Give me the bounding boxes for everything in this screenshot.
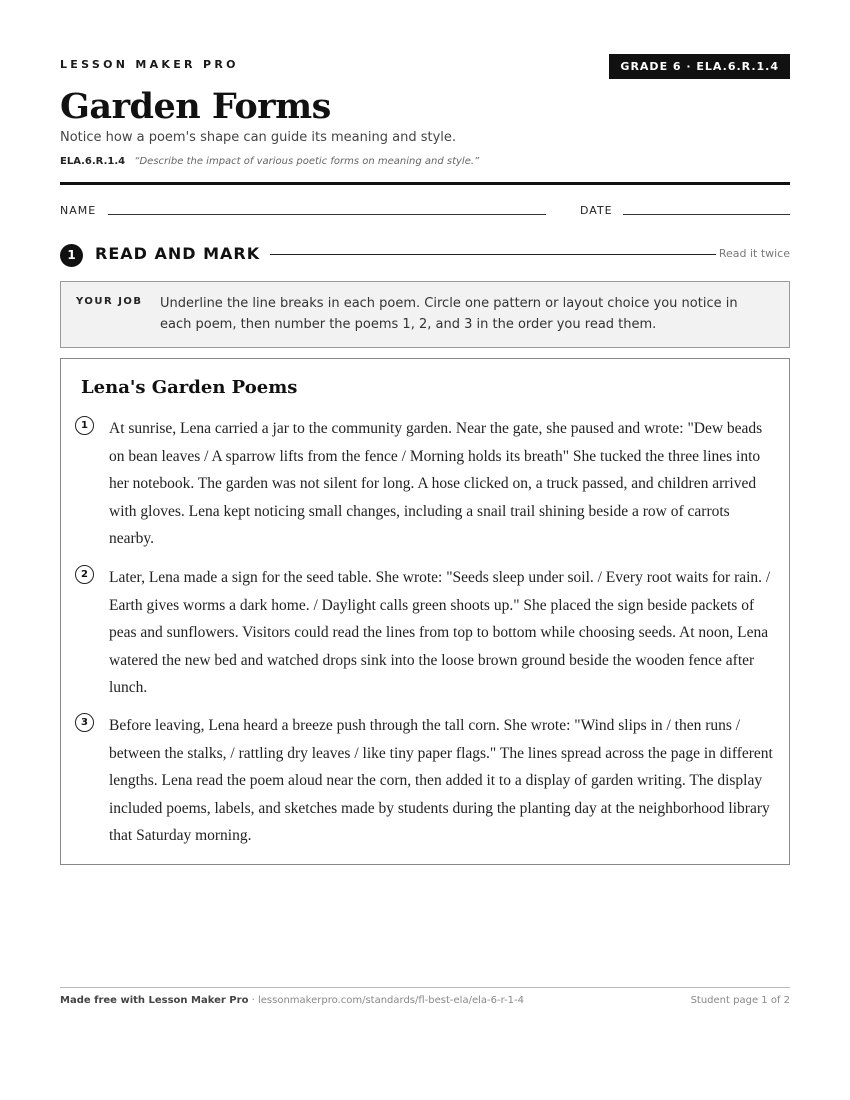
- instructions-box: [60, 281, 790, 348]
- page-subtitle: Notice how a poem's shape can guide its meaning and style.: [60, 130, 457, 145]
- paragraph-number: 1: [75, 416, 94, 435]
- name-label: NAME: [60, 204, 97, 217]
- page-title: Garden Forms: [60, 86, 331, 127]
- footer-page-number: Student page 1 of 2: [690, 995, 790, 1006]
- brand-name: LESSON MAKER PRO: [60, 58, 239, 71]
- standard-line: [60, 156, 479, 167]
- footer: [60, 995, 790, 1006]
- section-number-badge: 1: [60, 244, 83, 267]
- paragraph-text: At sunrise, Lena carried a jar to the community garden. Near the gate, she paused and wrote: "Dew beads on bean leaves / A sparrow lifts from the fence / Morning holds its breath" She tucked the three lines into her notebook. The garden was not silent for long. A hose clicked on, a truck passed, and children arrived with gloves. Lena kept noticing small changes, including a snail trail shining beside a row of carrots nearby.: [109, 420, 763, 547]
- name-field[interactable]: [108, 214, 546, 215]
- paragraph-number: 3: [75, 713, 94, 732]
- name-date-row: [60, 204, 790, 220]
- passage-title: Lena's Garden Poems: [81, 377, 298, 398]
- section-header: [60, 242, 790, 268]
- paragraph-text: Later, Lena made a sign for the seed table. She wrote: "Seeds sleep under soil. / Every root waits for rain. / Earth gives worms a dark home. / Daylight calls green shoots up." She placed the sign beside packets of peas and sunflowers. Visitors could read the lines from top to bottom while choosing seeds. At noon, Lena watered the new bed and watched drops sink into the loose brown ground beside the wooden fence after lunch.: [109, 569, 771, 696]
- section-divider: [270, 254, 716, 255]
- standard-code: ELA.6.R.1.4: [60, 156, 126, 167]
- footer-divider: [60, 987, 790, 988]
- footer-made-with: Made free with Lesson Maker Pro: [60, 995, 249, 1006]
- passage-box: [60, 358, 790, 865]
- top-bar: [60, 54, 790, 80]
- instructions-label: YOUR JOB: [76, 296, 143, 307]
- header-divider: [60, 182, 790, 185]
- paragraph-number: 2: [75, 565, 94, 584]
- footer-url[interactable]: lessonmakerpro.com/standards/fl-best-ela/ela-6-r-1-4: [257, 995, 525, 1006]
- worksheet-page: [60, 0, 790, 1100]
- footer-separator: ·: [248, 995, 258, 1006]
- grade-badge: GRADE 6 · ELA.6.R.1.4: [609, 54, 790, 79]
- standard-quote: “Describe the impact of various poetic forms on meaning and style.”: [134, 156, 480, 167]
- section-note: Read it twice: [718, 247, 790, 260]
- instructions-text: Underline the line breaks in each poem. Circle one pattern or layout choice you notice in each poem, then number the poems 1, 2, and 3 in the order you read them.: [160, 296, 738, 332]
- paragraph-text: Before leaving, Lena heard a breeze push through the tall corn. She wrote: "Wind slips in / then runs / between the stalks, / rattling dry leaves / like tiny paper flags." The lines spread across the page in different lengths. Lena read the poem aloud near the corn, then added it to a display of garden writing. The display included poems, labels, and sketches made by students during the planting day at the neighborhood library that Saturday morning.: [109, 717, 773, 844]
- section-title: READ AND MARK: [95, 244, 261, 263]
- date-field[interactable]: [623, 214, 790, 215]
- date-label: DATE: [580, 204, 613, 217]
